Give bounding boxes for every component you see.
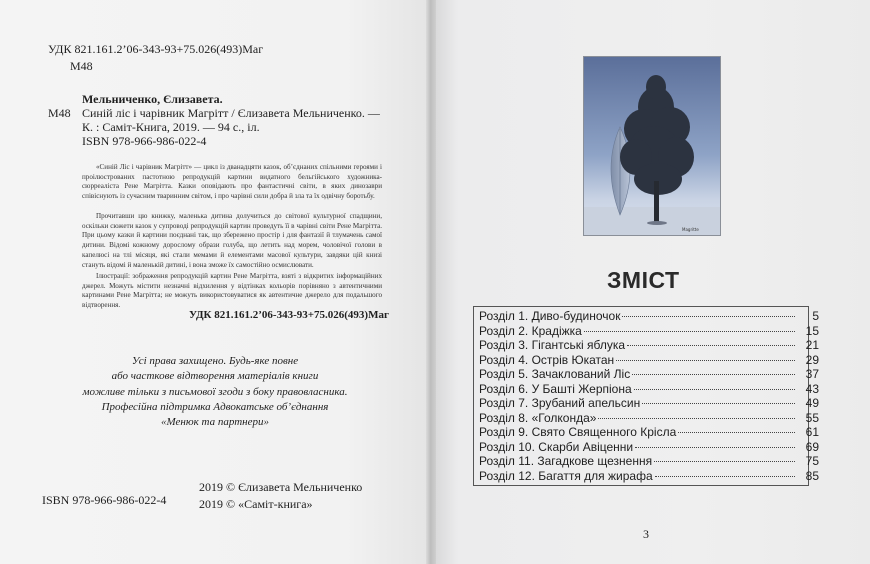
- magritte-painting-illustration: [583, 56, 721, 236]
- contents-title: ЗМІСТ: [607, 267, 680, 293]
- toc-entry[interactable]: Розділ 8. «Голконда» 55: [479, 410, 819, 425]
- copyright-publisher: 2019 © «Саміт-книга»: [199, 497, 313, 511]
- isbn-catalog: ISBN 978-966-986-022-4: [82, 134, 207, 148]
- toc-entry[interactable]: Розділ 11. Загадкове щезнення 75: [479, 454, 819, 468]
- toc-entry[interactable]: Розділ 5. Зачаклований Ліс 37: [479, 367, 819, 381]
- toc-entry[interactable]: Розділ 6. У Башті Жерпіона 43: [479, 381, 819, 396]
- udk-code-bottom: УДК 821.161.2’06-343-93+75.026(493)Маг: [189, 309, 389, 321]
- rights-notice: Усі права захищено. Будь-яке повне або часткове відтворення матеріалів книги можливе тільки з письмової згоди з боку правовласника. Професійна підтримка Адвокатське об’єднання «Менюк та партнери»: [82, 355, 348, 429]
- bibliographic-imprint: К. : Саміт-Книга, 2019. — 94 с., іл.: [82, 120, 260, 134]
- toc-entry[interactable]: Розділ 4. Острів Юкатан 29: [479, 352, 819, 367]
- page-number: 3: [643, 527, 649, 541]
- annotation-paragraph: Ілюстрації: зображення репродукцій картин Рене Магрітта, взяті з відкритих інформаційних джерел. Можуть містити незначні відхилення у відтінках кольорів порівняно з автентичними картинами Рене Магрітта; не можуть використовуватися як автентичне джерело для подальшого відтворення.: [82, 272, 382, 310]
- toc-entry[interactable]: Розділ 10. Скарби Авіценни 69: [479, 439, 819, 454]
- isbn-bottom: ISBN 978-966-986-022-4: [42, 493, 167, 507]
- author-mark-mid: М48: [48, 106, 71, 120]
- tree-leaf-painting: [584, 57, 720, 235]
- book-spine: [426, 0, 436, 564]
- bibliographic-title: Синій ліс і чарівник Магрітт / Єлизавета Мельниченко. —: [82, 106, 380, 120]
- toc-entry[interactable]: Розділ 1. Диво-будиночок 5: [479, 309, 819, 323]
- copyright-author: 2019 © Єлизавета Мельниченко: [199, 480, 363, 494]
- author-mark-top: М48: [70, 59, 93, 73]
- author-heading: Мельниченко, Єлизавета.: [82, 92, 223, 106]
- toc-entry[interactable]: Розділ 3. Гігантські яблука 21: [479, 338, 819, 352]
- toc-entry[interactable]: Розділ 12. Багаття для жирафа 85: [479, 468, 819, 483]
- annotation-paragraph: Прочитавши цю книжку, маленька дитина долучиться до світової культурної спадщини, оскільки сюжети казок у супроводі репродукцій картин проведуть її в чарівні світи Рене Магрітта. При цьому казки й картини поєднані так, що збережено простір і для фантазії й тлумачень самої дитини. Відомі кожному дорослому образи голуба, що летить над морем, чоловічої голови в капелюсі на тлі місяця, які стали мемами й елементами масової культури, завдяки цій книзі стануть відомі й маленькій дитині, і вона зможе їх самостійно осмислювати.: [82, 212, 382, 269]
- toc-entry[interactable]: Розділ 2. Крадіжка 15: [479, 323, 819, 338]
- annotation-paragraph: «Синій Ліс і чарівник Магрітт» — цикл із дванадцяти казок, об’єднаних спільними героями і проілюстрованих пастотною репродукцій картини видатного бельгійського художника-сюрреаліста Рене Магрітта. Казки оповідають про фантастичні світи, в яких динозаври співіснують із сучасним тваринним світом, і про чарівні сили добра й зла та їх одвічну боротьбу.: [82, 163, 382, 201]
- svg-text:Magritte: Magritte: [682, 227, 699, 232]
- toc-entry[interactable]: Розділ 9. Свято Священного Крісла 61: [479, 425, 819, 439]
- udk-code-top: УДК 821.161.2’06-343-93+75.026(493)Маг: [48, 42, 264, 56]
- toc-entry[interactable]: Розділ 7. Зрубаний апельсин 49: [479, 396, 819, 410]
